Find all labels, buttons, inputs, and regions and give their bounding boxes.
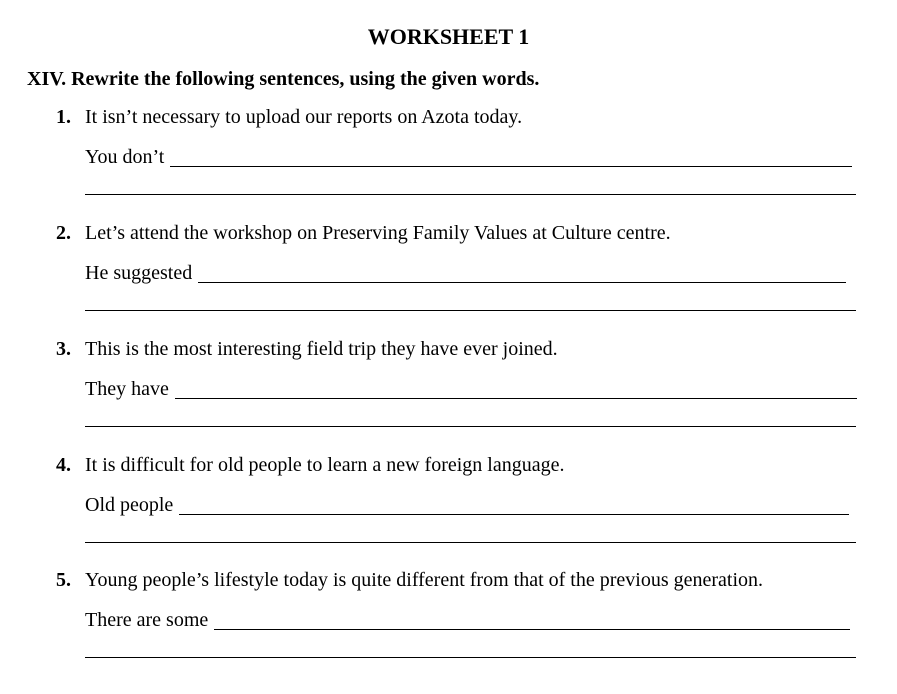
answer-blank[interactable] xyxy=(214,607,850,630)
question-item xyxy=(0,451,897,567)
answer-prompt: He suggested xyxy=(85,262,193,284)
question-item xyxy=(0,566,897,682)
question-number: 2. xyxy=(56,222,71,244)
answer-blank[interactable] xyxy=(198,260,846,283)
answer-blank-line[interactable] xyxy=(85,426,856,427)
answer-row xyxy=(85,141,852,171)
question-text: Young people’s lifestyle today is quite different from that of the previous generation. xyxy=(85,569,764,591)
answer-blank-line[interactable] xyxy=(85,194,856,195)
question-text: This is the most interesting field trip they have ever joined. xyxy=(85,338,558,360)
answer-row xyxy=(85,373,857,403)
answer-row xyxy=(85,604,850,634)
answer-prompt: They have xyxy=(85,378,169,400)
answer-blank[interactable] xyxy=(170,144,852,167)
question-number: 5. xyxy=(56,569,71,591)
question-text: It isn’t necessary to upload our reports on Azota today. xyxy=(85,106,523,128)
question-item xyxy=(0,103,897,219)
question-text: It is difficult for old people to learn a new foreign language. xyxy=(85,454,565,476)
section-instruction: XIV. Rewrite the following sentences, using the given words. xyxy=(27,68,540,90)
question-text: Let’s attend the workshop on Preserving Family Values at Culture centre. xyxy=(85,222,671,244)
answer-row xyxy=(85,257,846,287)
answer-prompt: You don’t xyxy=(85,146,165,168)
answer-blank-line[interactable] xyxy=(85,310,856,311)
question-item xyxy=(0,335,897,451)
answer-blank[interactable] xyxy=(175,376,857,399)
answer-blank-line[interactable] xyxy=(85,657,856,658)
answer-blank-line[interactable] xyxy=(85,542,856,543)
question-item xyxy=(0,219,897,335)
answer-blank[interactable] xyxy=(179,492,849,515)
question-number: 1. xyxy=(56,106,71,128)
answer-row xyxy=(85,489,849,519)
question-number: 3. xyxy=(56,338,71,360)
answer-prompt: Old people xyxy=(85,494,174,516)
answer-prompt: There are some xyxy=(85,609,209,631)
worksheet-title: WORKSHEET 1 xyxy=(367,24,530,49)
question-number: 4. xyxy=(56,454,71,476)
